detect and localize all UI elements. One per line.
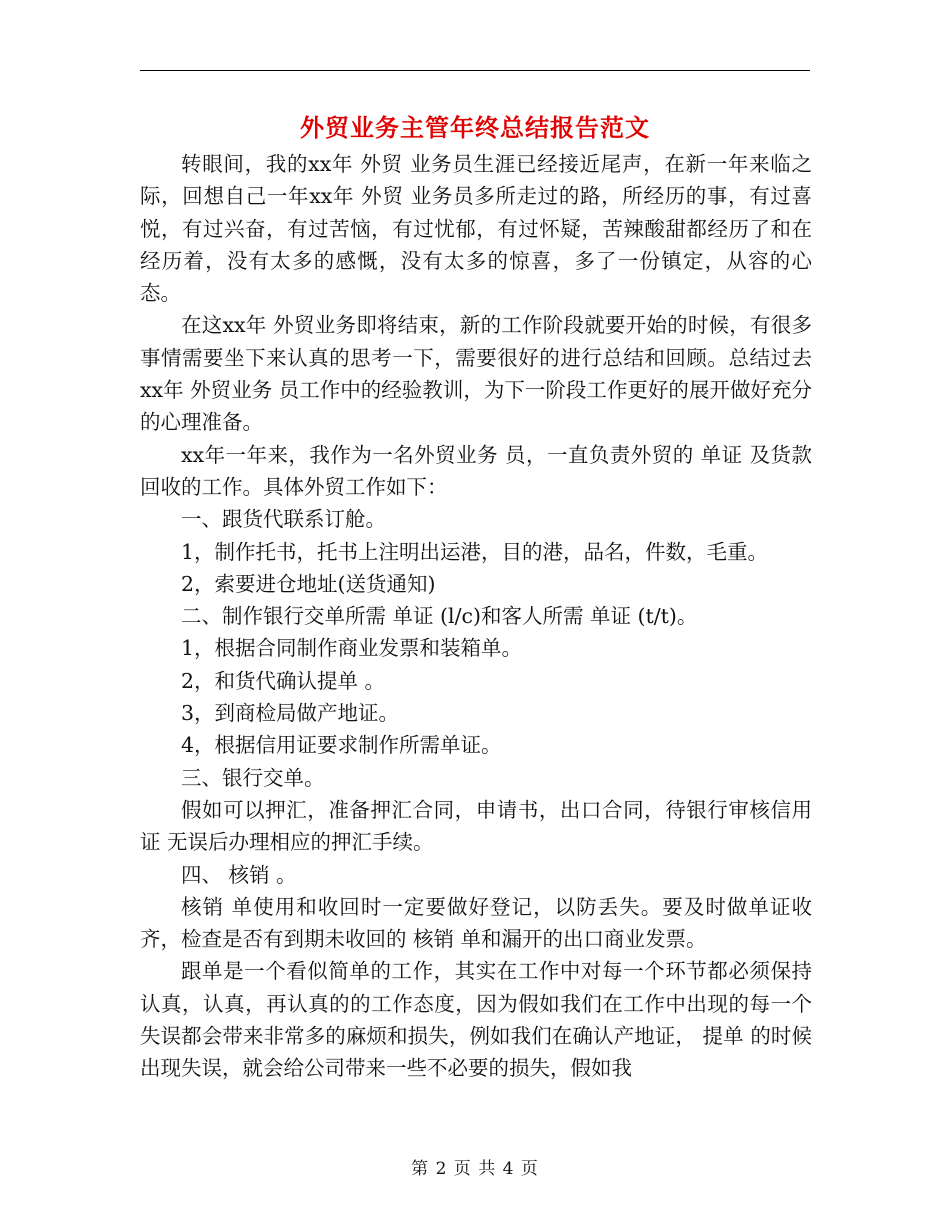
list-item: 3，到商检局做产地证。 — [181, 701, 400, 726]
header-rule — [140, 70, 810, 71]
paragraph-verification: 核销 单使用和收回时一定要做好登记，以防丢失。要及时做单证收齐，检查是否有到期未收回的 核销 单和漏开的出口商业发票。 — [140, 894, 812, 952]
page-footer: 第 2 页 共 4 页 — [411, 1159, 539, 1179]
paragraph-reflection: 在这xx年 外贸业务即将结束，新的工作阶段就要开始的时候，有很多事情需要坐下来认真的思考一下，需要很好的进行总结和回顾。总结过去xx年 外贸业务 员工作中的经验教训，为下一阶段工作更好的展开做好充分的心理准备。 — [140, 313, 812, 435]
paragraph-conclusion: 跟单是一个看似简单的工作，其实在工作中对每一个环节都必须保持认真，认真，再认真的的工作态度，因为假如我们在工作中出现的每一个失误都会带来非常多的麻烦和损失，例如我们在确认产地证， 提单 的时候出现失误，就会给公司带来一些不必要的损失，假如我 — [140, 959, 812, 1081]
document-body — [140, 148, 812, 1085]
section-heading-bank: 三、银行交单。 — [181, 765, 325, 790]
list-item: 1，制作托书，托书上注明出运港，目的港，品名，件数，毛重。 — [181, 539, 769, 564]
paragraph-bank-negotiation: 假如可以押汇，准备押汇合同，申请书，出口合同，待银行审核信用证 无误后办理相应的押汇手续。 — [140, 797, 812, 855]
section-heading-booking: 一、跟货代联系订舱。 — [181, 507, 386, 532]
paragraph-intro: 转眼间，我的xx年 外贸 业务员生涯已经接近尾声，在新一年来临之际，回想自己一年xx年 外贸 业务员多所走过的路，所经历的事，有过喜悦，有过兴奋，有过苦恼，有过忧郁，有过怀疑，苦辣酸甜都经历了和在经历着，没有太多的感慨，没有太多的惊喜，多了一份镇定，从容的心态。 — [140, 152, 812, 306]
list-item: 2，索要进仓地址(送货通知) — [181, 571, 436, 596]
section-heading-verification: 四、 核销 。 — [181, 862, 297, 887]
paragraph-responsibilities: xx年一年来，我作为一名外贸业务 员，一直负责外贸的 单证 及货款回收的工作。具体外贸工作如下： — [140, 442, 812, 499]
list-item: 2，和货代确认提单 。 — [181, 668, 386, 693]
section-heading-documents: 二、制作银行交单所需 单证 (l/c)和客人所需 单证 (t/t)。 — [181, 604, 698, 629]
document-title: 外贸业务主管年终总结报告范文 — [300, 114, 650, 142]
list-item: 1，根据合同制作商业发票和装箱单。 — [181, 636, 523, 661]
list-item: 4，根据信用证要求制作所需单证。 — [181, 733, 502, 758]
